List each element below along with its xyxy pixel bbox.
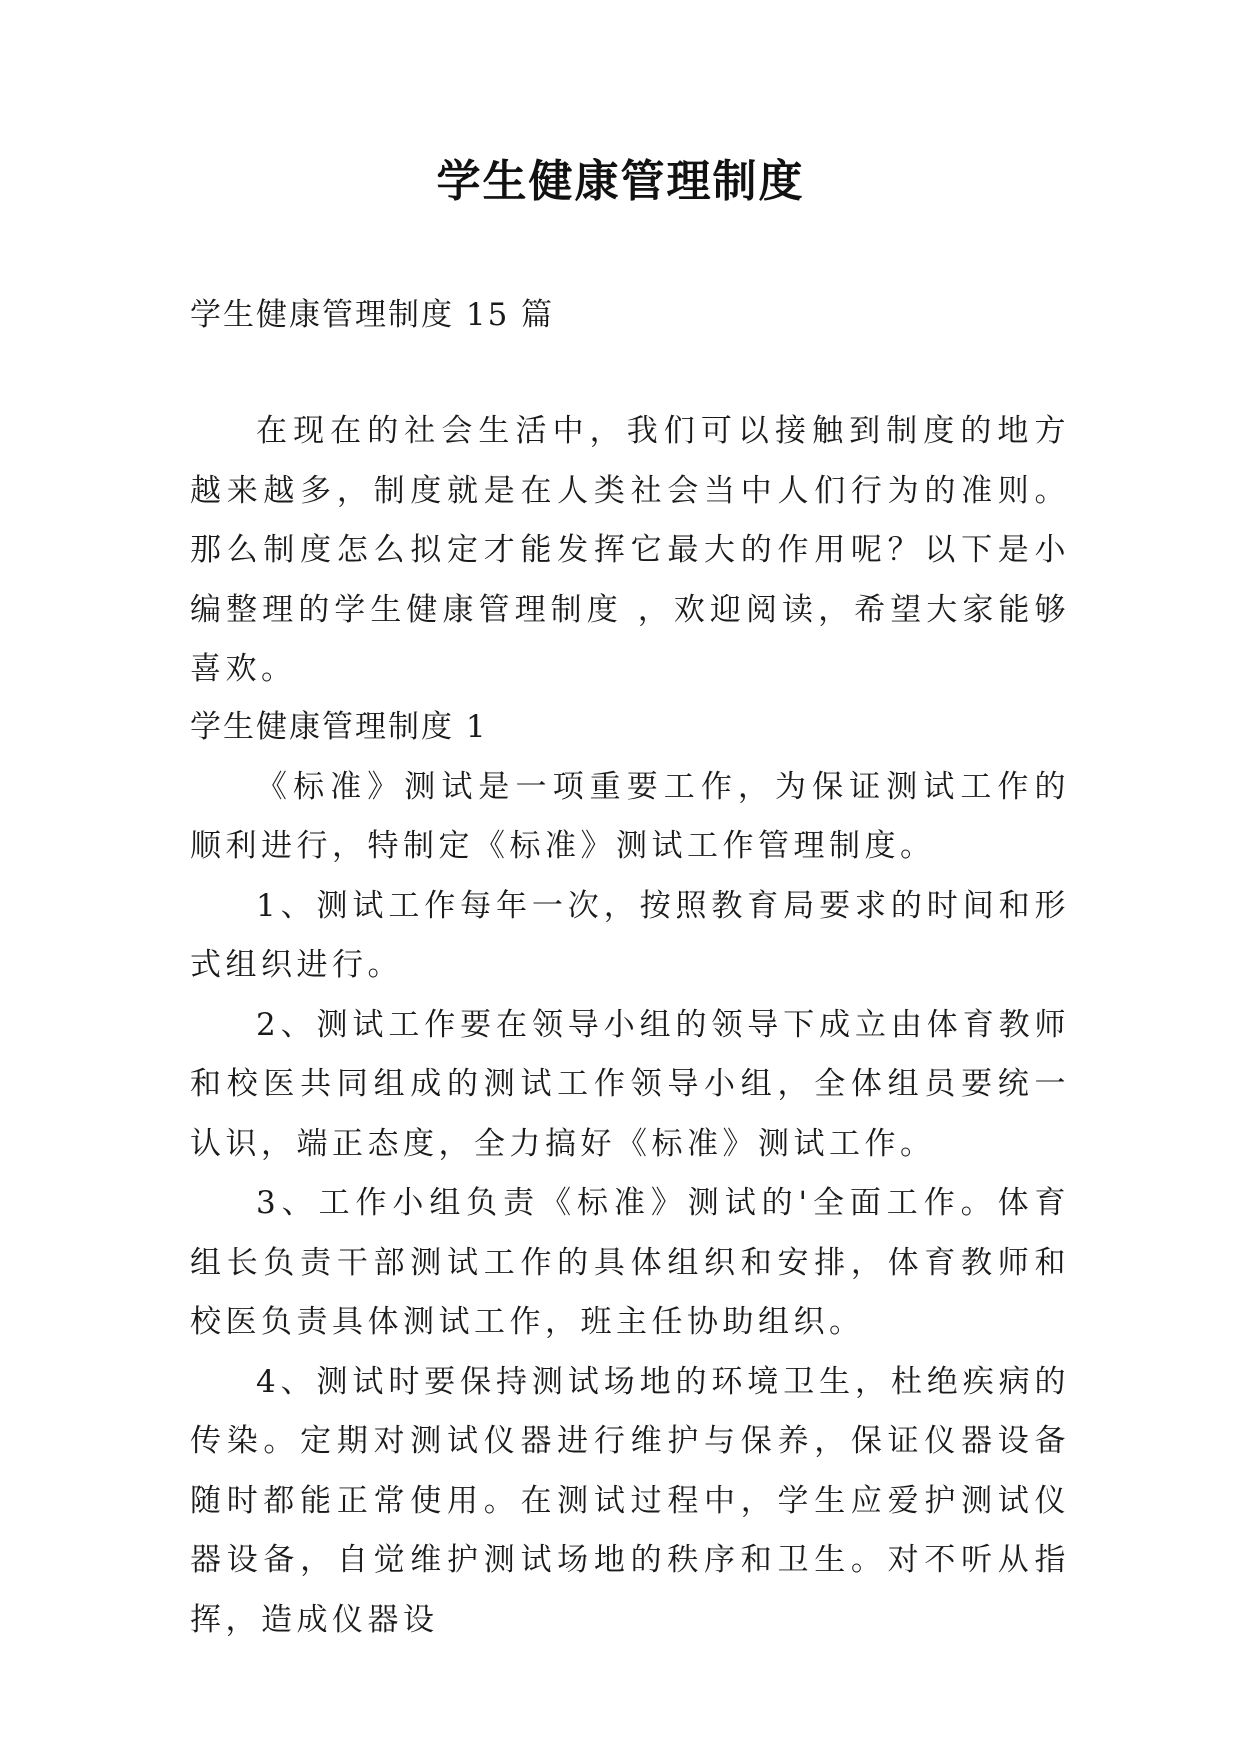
intro-paragraph: 在现在的社会生活中，我们可以接触到制度的地方越来越多，制度就是在人类社会当中人们行为的准则。那么制度怎么拟定才能发挥它最大的作用呢？以下是小编整理的学生健康管理制度 ，欢迎阅读，希望大家能够喜欢。: [190, 413, 1070, 687]
section-1-heading: 学生健康管理制度 1: [190, 709, 488, 745]
section-1-paragraph: 4、测试时要保持测试场地的环境卫生，杜绝疾病的传染。定期对测试仪器进行维护与保养，保证仪器设备随时都能正常使用。在测试过程中，学生应爱护测试仪器设备，自觉维护测试场地的秩序和卫生。对不听从指挥，造成仪器设: [190, 1363, 1070, 1638]
section-1-paragraph: 1、测试工作每年一次，按照教育局要求的时间和形式组织进行。: [190, 887, 1070, 983]
document-title: 学生健康管理制度: [436, 156, 805, 207]
section-1: [190, 698, 1070, 1650]
section-1-paragraph: 3、工作小组负责《标准》测试的'全面工作。体育组长负责干部测试工作的具体组织和安排，体育教师和校医负责具体测试工作，班主任协助组织。: [190, 1185, 1070, 1340]
section-1-paragraph: 2、测试工作要在领导小组的领导下成立由体育教师和校医共同组成的测试工作领导小组，全体组员要统一认识，端正态度，全力搞好《标准》测试工作。: [190, 1006, 1070, 1162]
section-1-paragraph: 《标准》测试是一项重要工作，为保证测试工作的顺利进行，特制定《标准》测试工作管理制度。: [190, 768, 1070, 864]
intro-section: [190, 402, 1070, 700]
document-subtitle: 学生健康管理制度 15 篇: [190, 297, 555, 333]
